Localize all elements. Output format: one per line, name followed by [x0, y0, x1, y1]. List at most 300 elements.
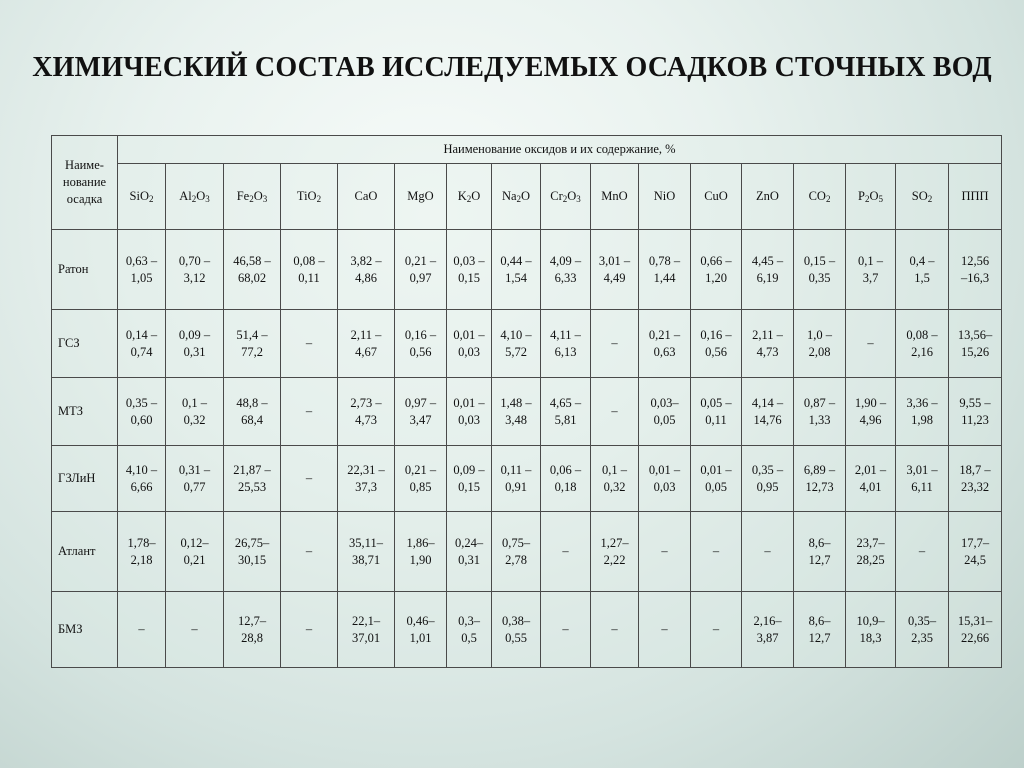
oxide-value-cell: [691, 378, 742, 446]
oxide-value-line: 0,70 –: [178, 253, 211, 268]
oxide-value-line: 0,03–: [650, 395, 679, 410]
oxide-value-cell: [447, 310, 492, 378]
oxide-value-cell: [447, 512, 492, 592]
oxide-value-line: 6,11: [911, 479, 933, 494]
oxide-value-cell: [118, 446, 166, 512]
oxide-value-line: 0,1 –: [858, 253, 883, 268]
formula-text: O: [196, 189, 206, 203]
oxide-value-cell: [492, 512, 541, 592]
oxide-value-cell: [338, 310, 395, 378]
oxide-value-line: 0,35–: [907, 613, 937, 628]
formula-text: NiO: [653, 189, 676, 203]
oxide-value-cell: [846, 592, 896, 668]
oxide-value-line: 68,02: [237, 270, 267, 285]
oxide-value-line: –: [305, 404, 313, 418]
formula-text: CO: [808, 189, 826, 203]
oxide-value-line: 0,21 –: [648, 327, 681, 342]
oxide-column-header: [224, 164, 281, 230]
oxide-column-header: [492, 164, 541, 230]
oxide-value-cell: [846, 230, 896, 310]
oxide-value-cell: [846, 512, 896, 592]
sediment-name-header-line: Наиме-: [65, 158, 104, 172]
oxide-value-cell: [224, 230, 281, 310]
oxide-value-line: 4,10 –: [500, 327, 532, 342]
oxide-value-line: 1,90 –: [854, 395, 887, 410]
oxide-value-line: 1,01: [409, 630, 432, 645]
oxide-value-line: 0,75–: [501, 535, 531, 550]
oxide-value-cell: [639, 378, 691, 446]
oxide-value-line: 0,24–: [454, 535, 484, 550]
oxide-value-line: 6,66: [130, 479, 153, 494]
oxide-column-header: [591, 164, 639, 230]
oxide-column-header: [447, 164, 492, 230]
oxide-value-line: 0,15 –: [803, 253, 836, 268]
oxide-value-cell: [742, 378, 794, 446]
oxide-value-line: 0,56: [705, 344, 727, 359]
oxide-value-line: 77,2: [241, 344, 263, 359]
oxide-value-line: 0,55: [505, 630, 527, 645]
formula-subscript: 2: [249, 194, 254, 204]
oxide-value-cell: [541, 310, 591, 378]
oxide-value-line: 12,7: [808, 630, 831, 645]
oxide-value-cell: [949, 310, 1002, 378]
oxide-value-line: 28,8: [241, 630, 263, 645]
table-header-row-group: [52, 136, 1002, 164]
oxide-value-line: 0,91: [505, 479, 527, 494]
oxide-value-cell: [447, 378, 492, 446]
formula-text: ZnO: [756, 189, 779, 203]
formula-text: O: [567, 189, 577, 203]
oxide-value-cell: [896, 230, 949, 310]
oxide-value-cell: [896, 512, 949, 592]
oxide-value-line: –: [305, 471, 313, 485]
oxide-value-line: 0,74: [130, 344, 153, 359]
oxide-value-cell: [281, 230, 338, 310]
oxide-value-line: 35,11–: [349, 535, 383, 550]
oxide-value-cell: [691, 230, 742, 310]
oxide-value-line: 0,78 –: [648, 253, 681, 268]
formula-subscript: 3: [576, 194, 581, 204]
oxide-value-line: –: [305, 336, 313, 350]
oxide-value-cell: [395, 512, 447, 592]
oxide-value-line: 0,16 –: [700, 327, 732, 342]
oxide-value-line: 2,73 –: [350, 395, 382, 410]
oxide-value-cell: [949, 512, 1002, 592]
oxide-value-line: 0,1 –: [182, 395, 207, 410]
oxide-value-line: 0,97 –: [404, 395, 437, 410]
oxide-value-line: 0,03: [653, 479, 676, 494]
oxide-value-line: 0,01 –: [453, 395, 485, 410]
oxide-value-cell: [338, 592, 395, 668]
oxide-value-line: 1,86–: [406, 535, 435, 550]
oxide-value-cell: [224, 378, 281, 446]
oxide-value-line: 0,87 –: [803, 395, 836, 410]
oxide-value-line: 3,12: [183, 270, 206, 285]
oxide-value-line: 0,18: [554, 479, 577, 494]
oxide-value-line: 17,7–: [960, 535, 990, 550]
oxide-value-line: 6,33: [554, 270, 577, 285]
oxide-value-cell: [639, 446, 691, 512]
oxide-value-line: 0,66 –: [700, 253, 732, 268]
formula-subscript: 2: [466, 194, 472, 204]
oxide-value-line: 0,12–: [180, 535, 209, 550]
formula-subscript: 3: [205, 194, 210, 204]
formula-text: Al: [179, 189, 192, 203]
oxide-value-cell: [639, 310, 691, 378]
oxide-value-cell: [639, 230, 691, 310]
oxide-value-line: 0,11: [298, 270, 320, 285]
oxide-value-cell: [639, 512, 691, 592]
oxide-value-line: 4,49: [603, 270, 626, 285]
oxide-value-line: 0,3–: [458, 613, 480, 628]
oxide-value-cell: [541, 512, 591, 592]
oxide-value-line: 0,11: [705, 412, 727, 427]
oxide-value-line: 0,03: [458, 344, 480, 359]
formula-text: O: [869, 189, 879, 203]
oxide-value-line: 18,7 –: [959, 462, 991, 477]
oxide-value-line: –: [764, 544, 771, 558]
oxide-value-cell: [691, 446, 742, 512]
oxide-value-line: 12,7: [808, 552, 831, 567]
oxide-value-line: 4,45 –: [751, 253, 784, 268]
formula-text: SiO: [129, 189, 149, 203]
oxide-value-line: 0,01 –: [648, 462, 681, 477]
oxide-value-line: 0,09 –: [453, 462, 485, 477]
oxide-value-cell: [166, 592, 224, 668]
oxide-value-line: 2,11 –: [350, 327, 382, 342]
oxide-value-line: 4,73: [355, 412, 377, 427]
oxide-value-cell: [166, 230, 224, 310]
oxide-value-line: 22,66: [960, 630, 990, 645]
oxide-column-header: [639, 164, 691, 230]
oxide-column-header: [794, 164, 846, 230]
formula-text: Na: [501, 189, 517, 203]
oxide-value-line: 2,22: [603, 552, 626, 567]
oxide-column-header: [541, 164, 591, 230]
oxide-value-line: 3,82 –: [350, 253, 382, 268]
sediment-name-cell: ГСЗ: [52, 310, 118, 378]
oxide-value-line: 0,05: [705, 479, 727, 494]
oxide-value-line: 5,72: [505, 344, 527, 359]
formula-subscript: 2: [516, 194, 522, 204]
oxide-value-cell: [281, 512, 338, 592]
oxide-value-cell: [591, 378, 639, 446]
oxide-value-cell: [591, 310, 639, 378]
oxide-value-line: 0,05 –: [700, 395, 732, 410]
oxide-value-line: 38,71: [351, 552, 381, 567]
oxide-value-cell: [447, 592, 492, 668]
formula-text: O: [521, 189, 531, 203]
oxide-value-cell: [742, 230, 794, 310]
oxide-value-line: 1,48 –: [500, 395, 532, 410]
oxide-value-line: 10,9–: [856, 613, 885, 628]
oxide-value-line: 0,97: [409, 270, 432, 285]
oxide-value-line: 4,67: [355, 344, 377, 359]
oxide-column-header: [742, 164, 794, 230]
oxide-value-line: 1,98: [911, 412, 933, 427]
oxide-value-line: 68,4: [241, 412, 263, 427]
table-row: [52, 446, 1002, 512]
oxide-value-line: 0,63: [653, 344, 676, 359]
oxide-value-line: 4,10 –: [125, 462, 158, 477]
oxide-value-line: 24,5: [964, 552, 986, 567]
oxide-value-cell: [794, 446, 846, 512]
oxide-value-line: 2,16: [911, 344, 933, 359]
oxide-value-line: 2,35: [911, 630, 933, 645]
oxide-value-cell: [166, 512, 224, 592]
table-row: [52, 230, 1002, 310]
oxide-value-line: 1,20: [705, 270, 727, 285]
formula-text: K: [457, 189, 467, 203]
oxide-value-cell: [896, 378, 949, 446]
oxide-value-line: –: [611, 622, 618, 636]
oxide-value-line: –: [712, 544, 720, 558]
oxide-value-line: 0,35: [808, 270, 831, 285]
oxide-value-line: 1,27–: [600, 535, 629, 550]
oxide-value-cell: [224, 310, 281, 378]
oxide-value-line: 37,01: [351, 630, 381, 645]
formula-text: ППП: [961, 189, 989, 203]
table-body: [52, 230, 1002, 668]
oxide-value-line: 0,15: [458, 479, 480, 494]
oxide-value-cell: [896, 592, 949, 668]
oxide-value-line: 6,13: [554, 344, 577, 359]
oxide-value-line: 0,03: [458, 412, 480, 427]
oxide-value-line: –: [867, 336, 874, 350]
formula-text: O: [253, 189, 263, 203]
oxide-value-cell: [492, 446, 541, 512]
oxide-value-line: 23,7–: [856, 535, 885, 550]
oxide-value-cell: [166, 310, 224, 378]
oxide-column-header: [118, 164, 166, 230]
oxide-value-line: 23,32: [960, 479, 990, 494]
oxide-value-line: 8,6–: [808, 613, 831, 628]
sediment-name-cell: БМЗ: [52, 592, 118, 668]
oxide-value-line: 6,89 –: [803, 462, 836, 477]
oxide-value-line: 9,55 –: [959, 395, 991, 410]
oxide-value-line: 0,63 –: [125, 253, 158, 268]
oxide-value-line: 4,09 –: [549, 253, 582, 268]
sediment-name-header: [52, 136, 118, 230]
oxide-value-line: 4,11 –: [550, 327, 581, 342]
oxide-value-line: 0,06 –: [549, 462, 582, 477]
oxide-value-line: 2,18: [130, 552, 153, 567]
oxide-value-line: 0,08 –: [906, 327, 938, 342]
formula-text: Cr: [550, 189, 563, 203]
oxide-value-cell: [118, 310, 166, 378]
oxide-value-cell: [541, 378, 591, 446]
formula-text: MnO: [601, 189, 628, 203]
oxide-value-line: 0,85: [409, 479, 432, 494]
oxide-value-line: 15,31–: [957, 613, 993, 628]
formula-text: Fe: [236, 189, 250, 203]
oxide-value-line: 1,0 –: [807, 327, 832, 342]
oxide-value-cell: [338, 230, 395, 310]
oxide-column-header: [846, 164, 896, 230]
oxide-value-line: 2,08: [808, 344, 831, 359]
sediment-name-header-line: осадка: [66, 192, 103, 206]
oxide-value-cell: [541, 446, 591, 512]
oxide-value-line: 21,87 –: [233, 462, 271, 477]
formula-subscript: 2: [316, 194, 322, 204]
formula-text: CaO: [354, 189, 378, 203]
oxide-value-cell: [691, 512, 742, 592]
oxide-value-line: 12,56: [960, 253, 990, 268]
oxide-value-cell: [395, 230, 447, 310]
oxide-value-cell: [691, 592, 742, 668]
oxide-value-line: 0,21: [183, 552, 206, 567]
oxide-value-line: 2,11 –: [752, 327, 783, 342]
oxide-value-line: 0,46–: [406, 613, 435, 628]
oxide-value-line: –: [138, 622, 145, 636]
oxide-value-line: 1,90: [409, 552, 432, 567]
oxide-value-cell: [742, 592, 794, 668]
oxide-value-line: –16,3: [960, 270, 990, 285]
oxide-value-line: 1,44: [653, 270, 676, 285]
oxide-value-line: 0,11 –: [500, 462, 532, 477]
oxide-value-line: 18,3: [859, 630, 882, 645]
oxide-column-header: [395, 164, 447, 230]
formula-text: SO: [911, 189, 928, 203]
oxide-value-line: 37,3: [355, 479, 377, 494]
oxide-value-line: 1,05: [130, 270, 153, 285]
oxide-value-line: 12,7–: [237, 613, 267, 628]
oxide-value-line: 4,65 –: [549, 395, 582, 410]
oxide-value-cell: [395, 378, 447, 446]
formula-text: TiO: [296, 189, 317, 203]
oxide-value-line: 0,38–: [501, 613, 531, 628]
oxide-value-line: 0,1 –: [602, 462, 627, 477]
oxide-value-line: 0,5: [461, 630, 477, 645]
oxide-value-line: 2,78: [505, 552, 527, 567]
oxide-value-line: 0,77: [183, 479, 206, 494]
oxide-value-line: 0,21 –: [404, 253, 437, 268]
oxide-column-header: [949, 164, 1002, 230]
oxide-value-cell: [591, 592, 639, 668]
oxide-value-line: 12,73: [805, 479, 834, 494]
oxide-value-cell: [492, 230, 541, 310]
oxide-value-line: 0,35 –: [751, 462, 784, 477]
oxide-value-line: 6,19: [756, 270, 779, 285]
oxide-value-cell: [794, 592, 846, 668]
oxide-column-header: [896, 164, 949, 230]
oxide-value-cell: [591, 230, 639, 310]
oxide-value-line: 1,54: [505, 270, 527, 285]
oxide-value-cell: [118, 378, 166, 446]
oxide-value-cell: [447, 230, 492, 310]
oxide-value-line: 0,32: [603, 479, 626, 494]
oxide-value-line: 11,23: [961, 412, 989, 427]
oxide-value-line: –: [611, 404, 618, 418]
oxide-value-cell: [224, 446, 281, 512]
table-row: [52, 378, 1002, 446]
formula-subscript: 2: [825, 194, 831, 204]
oxide-value-cell: [794, 378, 846, 446]
oxide-value-cell: [166, 378, 224, 446]
oxide-value-line: 0,95: [756, 479, 779, 494]
oxide-value-line: 0,16 –: [404, 327, 437, 342]
oxide-value-line: 0,15: [458, 270, 480, 285]
formula-text: O: [471, 189, 481, 203]
sediment-name-header-line: нование: [62, 175, 107, 189]
oxide-value-line: 1,33: [808, 412, 831, 427]
oxide-value-line: 1,5: [914, 270, 930, 285]
table-row: [52, 592, 1002, 668]
sediment-name-cell: МТЗ: [52, 378, 118, 446]
formula-subscript: 2: [864, 194, 870, 204]
oxide-value-cell: [118, 592, 166, 668]
oxide-value-line: 0,31: [458, 552, 480, 567]
oxide-value-line: –: [191, 622, 198, 636]
oxide-value-cell: [896, 310, 949, 378]
oxide-value-line: 3,01 –: [906, 462, 938, 477]
sediment-name-cell: Ратон: [52, 230, 118, 310]
oxide-value-line: 14,76: [753, 412, 782, 427]
oxide-value-cell: [281, 378, 338, 446]
oxide-value-line: 0,01 –: [453, 327, 485, 342]
oxide-value-line: –: [562, 622, 569, 636]
oxide-value-line: –: [305, 544, 313, 558]
oxide-value-cell: [338, 446, 395, 512]
oxide-value-line: –: [305, 622, 313, 636]
oxide-value-line: 0,44 –: [500, 253, 532, 268]
oxide-value-cell: [118, 512, 166, 592]
oxide-value-cell: [794, 310, 846, 378]
oxide-value-line: 3,47: [409, 412, 432, 427]
oxide-value-cell: [447, 446, 492, 512]
formula-text: P: [858, 189, 865, 203]
oxide-value-line: 4,86: [355, 270, 377, 285]
oxide-value-cell: [846, 446, 896, 512]
oxide-value-cell: [591, 512, 639, 592]
oxide-value-cell: [338, 512, 395, 592]
oxide-value-line: 4,96: [859, 412, 882, 427]
oxide-value-cell: [224, 592, 281, 668]
oxide-value-line: 0,31: [183, 344, 206, 359]
oxide-value-line: 51,4 –: [236, 327, 268, 342]
oxide-value-line: 0,31 –: [178, 462, 211, 477]
sediment-name-cell: Атлант: [52, 512, 118, 592]
oxide-value-cell: [742, 446, 794, 512]
oxide-value-cell: [794, 230, 846, 310]
oxide-value-line: 3,36 –: [906, 395, 938, 410]
oxide-value-line: 4,73: [756, 344, 779, 359]
oxide-value-line: 22,31 –: [347, 462, 385, 477]
oxide-value-line: 2,01 –: [854, 462, 887, 477]
oxide-value-line: 30,15: [237, 552, 267, 567]
oxide-value-cell: [281, 310, 338, 378]
oxide-value-line: 0,21 –: [404, 462, 437, 477]
oxide-value-cell: [691, 310, 742, 378]
oxide-value-cell: [224, 512, 281, 592]
oxide-value-cell: [118, 230, 166, 310]
oxide-value-cell: [896, 446, 949, 512]
oxide-value-line: 0,03 –: [453, 253, 485, 268]
oxide-value-line: –: [712, 622, 720, 636]
formula-subscript: 2: [562, 194, 568, 204]
oxide-value-cell: [338, 378, 395, 446]
oxide-composition-table: [51, 135, 1002, 668]
oxide-value-line: 0,05: [653, 412, 676, 427]
oxide-value-line: 0,35 –: [125, 395, 158, 410]
oxide-value-cell: [949, 446, 1002, 512]
oxide-value-line: 0,01 –: [700, 462, 732, 477]
page-title: ХИМИЧЕСКИЙ СОСТАВ ИССЛЕДУЕМЫХ ОСАДКОВ СТОЧНЫХ ВОД: [32, 52, 992, 83]
oxide-value-cell: [949, 230, 1002, 310]
formula-text: MgO: [407, 189, 434, 203]
oxide-value-cell: [591, 446, 639, 512]
oxide-column-header: [691, 164, 742, 230]
